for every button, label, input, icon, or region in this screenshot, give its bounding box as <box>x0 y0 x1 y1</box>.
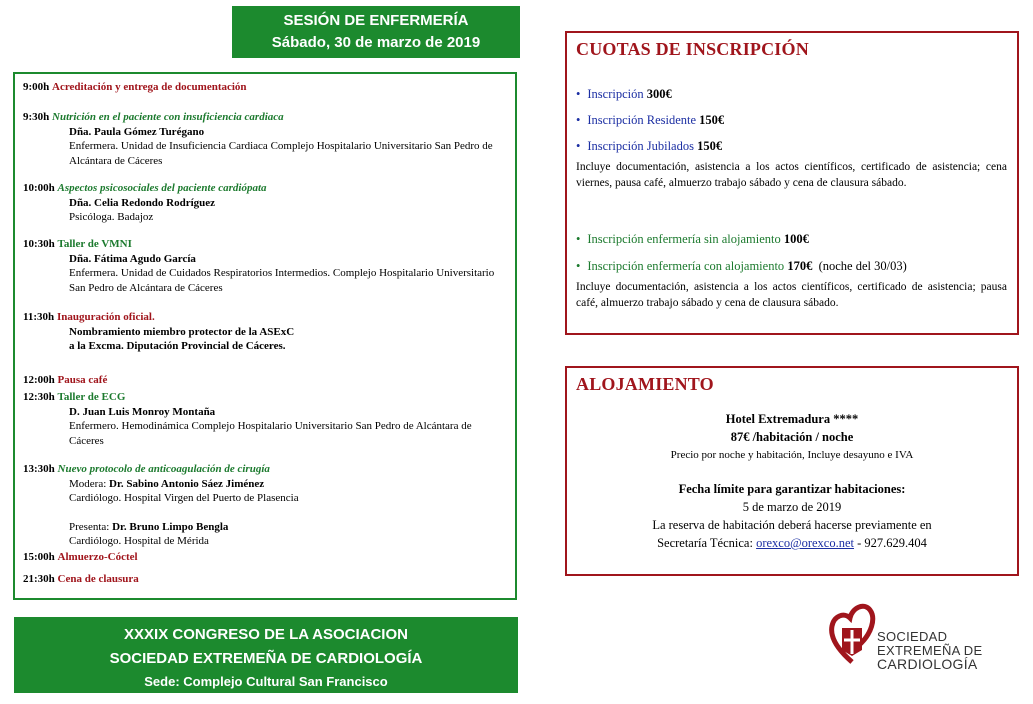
entry-detail: Enfermera. Unidad de Insuficiencia Cardiaca Complejo Hospitalario Universitario San Pedro de Alcántara de Cáceres <box>69 140 493 167</box>
fee-label: Inscripción Residente <box>587 113 700 127</box>
program-entry-1 <box>23 80 507 95</box>
fee-item <box>576 232 809 247</box>
entry-speaker: Dña. Paula Gómez Turégano <box>69 125 205 138</box>
bullet-icon: • <box>576 139 581 153</box>
hotel-name: Hotel Extremadura **** <box>725 412 859 426</box>
entry-time: 9:00h <box>23 81 50 93</box>
fees-box <box>565 31 1019 335</box>
entry-speaker: Dr. Sabino Antonio Sáez Jiménez <box>109 477 265 490</box>
program-entry-10 <box>23 572 507 587</box>
entry-time: 12:00h <box>23 374 55 386</box>
entry-detail: Psicóloga. Badajoz <box>69 211 154 223</box>
logo-line: SOCIEDAD <box>877 629 948 644</box>
hotel-price: 87€ /habitación / noche <box>730 430 854 444</box>
fee-item <box>576 139 722 154</box>
entry-title: Nutrición en el paciente con insuficiencia cardiaca <box>52 111 284 123</box>
heart-logo-icon <box>828 600 876 666</box>
entry-line: Nombramiento miembro protector de la ASExC <box>69 325 295 338</box>
fees-note: Incluye documentación, asistencia a los actos científicos, certificado de asistencia; pausa café, almuerzo trabajo sábado y cena de clausura sábado. <box>576 281 1007 309</box>
fee-extra: (noche del 30/03) <box>812 259 907 273</box>
entry-title: Taller de VMNI <box>57 238 132 250</box>
entry-title: Cena de clausura <box>57 573 139 585</box>
entry-speaker: Dña. Fátima Agudo García <box>69 252 196 265</box>
entry-role: Presenta: <box>69 520 113 533</box>
entry-title: Almuerzo-Cóctel <box>57 551 138 563</box>
reservation-contact <box>567 536 1017 551</box>
bullet-icon: • <box>576 113 581 127</box>
session-banner <box>232 6 520 58</box>
deadline-date: 5 de marzo de 2019 <box>742 500 842 514</box>
program-entry-5 <box>23 310 507 354</box>
entry-time: 12:30h <box>23 391 55 403</box>
accommodation-title: ALOJAMIENTO <box>576 374 714 394</box>
logo-line: CARDIOLOGÍA <box>877 656 978 672</box>
program-box <box>13 72 517 600</box>
fee-price: 300€ <box>646 87 672 101</box>
logo-line: EXTREMEÑA DE <box>877 643 983 658</box>
session-date: Sábado, 30 de marzo de 2019 <box>271 34 481 51</box>
entry-detail: Cardiólogo. Hospital Virgen del Puerto de Plasencia <box>69 492 299 504</box>
program-entry-4 <box>23 237 507 295</box>
entry-detail: Enfermera. Unidad de Cuidados Respiratorios Intermedios. Complejo Hospitalario Universitario San Pedro de Alcántara de Cáceres <box>69 267 495 294</box>
fee-item <box>576 259 907 274</box>
bullet-icon: • <box>576 232 581 246</box>
program-entry-9 <box>23 550 507 565</box>
entry-time: 10:30h <box>23 238 55 250</box>
entry-speaker: Dña. Celia Redondo Rodríguez <box>69 196 216 209</box>
program-entry-7 <box>23 390 507 448</box>
email-link[interactable]: orexco@orexco.net <box>756 536 855 550</box>
reservation-note: La reserva de habitación deberá hacerse previamente en <box>652 518 932 532</box>
fee-item <box>576 87 672 102</box>
accommodation-box <box>565 366 1019 576</box>
fee-label: Inscripción enfermería sin alojamiento <box>587 232 784 246</box>
entry-title: Taller de ECG <box>57 391 126 403</box>
entry-speaker: D. Juan Luis Monroy Montaña <box>69 405 216 418</box>
society-name: SOCIEDAD EXTREMEÑA DE CARDIOLOGÍA <box>109 650 423 667</box>
fee-price: 150€ <box>697 139 723 153</box>
entry-speaker: Dr. Bruno Limpo Bengla <box>112 520 229 533</box>
entry-title: Pausa café <box>57 374 108 386</box>
entry-title: Nuevo protocolo de anticoagulación de cirugía <box>57 463 270 475</box>
entry-title: Inauguración oficial. <box>56 311 155 323</box>
entry-time: 10:00h <box>23 182 55 194</box>
fee-price: 170€ <box>787 259 813 273</box>
fee-label: Inscripción <box>587 87 647 101</box>
session-title: SESIÓN DE ENFERMERÍA <box>283 12 469 29</box>
program-entry-6 <box>23 373 507 388</box>
entry-detail: Enfermero. Hemodinámica Complejo Hospitalario Universitario San Pedro de Alcántara de Cáceres <box>69 420 472 447</box>
program-entry-8 <box>23 462 507 549</box>
entry-time: 13:30h <box>23 463 55 475</box>
phone: - 927.629.404 <box>854 536 927 550</box>
fee-price: 150€ <box>699 113 725 127</box>
society-logo <box>828 600 988 670</box>
entry-time: 9:30h <box>23 111 50 123</box>
entry-time: 21:30h <box>23 573 55 585</box>
entry-title: Acreditación y entrega de documentación <box>52 81 247 93</box>
entry-time: 15:00h <box>23 551 55 563</box>
bullet-icon: • <box>576 87 581 101</box>
congress-banner <box>14 617 518 693</box>
entry-detail: Cardiólogo. Hospital de Mérida <box>69 535 209 547</box>
fee-price: 100€ <box>783 232 809 246</box>
venue: Sede: Complejo Cultural San Francisco <box>144 674 388 689</box>
fees-note: Incluye documentación, asistencia a los actos científicos, certificado de asistencia; cena viernes, pausa café, almuerzo trabajo sábado y cena de clausura sábado. <box>576 161 1007 189</box>
fee-label: Inscripción enfermería con alojamiento <box>587 259 788 273</box>
fee-label: Inscripción Jubilados <box>587 139 698 153</box>
fee-item <box>576 113 724 128</box>
program-entry-3 <box>23 181 507 225</box>
bullet-icon: • <box>576 259 581 273</box>
program-entry-2 <box>23 110 507 168</box>
fees-title: CUOTAS DE INSCRIPCIÓN <box>576 39 809 59</box>
contact-label: Secretaría Técnica: <box>657 536 757 550</box>
entry-title: Aspectos psicosociales del paciente cardiópata <box>57 182 267 194</box>
congress-title: XXXIX CONGRESO DE LA ASOCIACION <box>124 626 408 643</box>
entry-role: Modera: <box>69 477 110 490</box>
entry-line: a la Excma. Diputación Provincial de Cáceres. <box>69 340 286 352</box>
entry-time: 11:30h <box>23 311 55 323</box>
deadline-label: Fecha límite para garantizar habitaciones: <box>678 482 906 496</box>
price-note: Precio por noche y habitación, Incluye desayuno e IVA <box>670 449 914 461</box>
